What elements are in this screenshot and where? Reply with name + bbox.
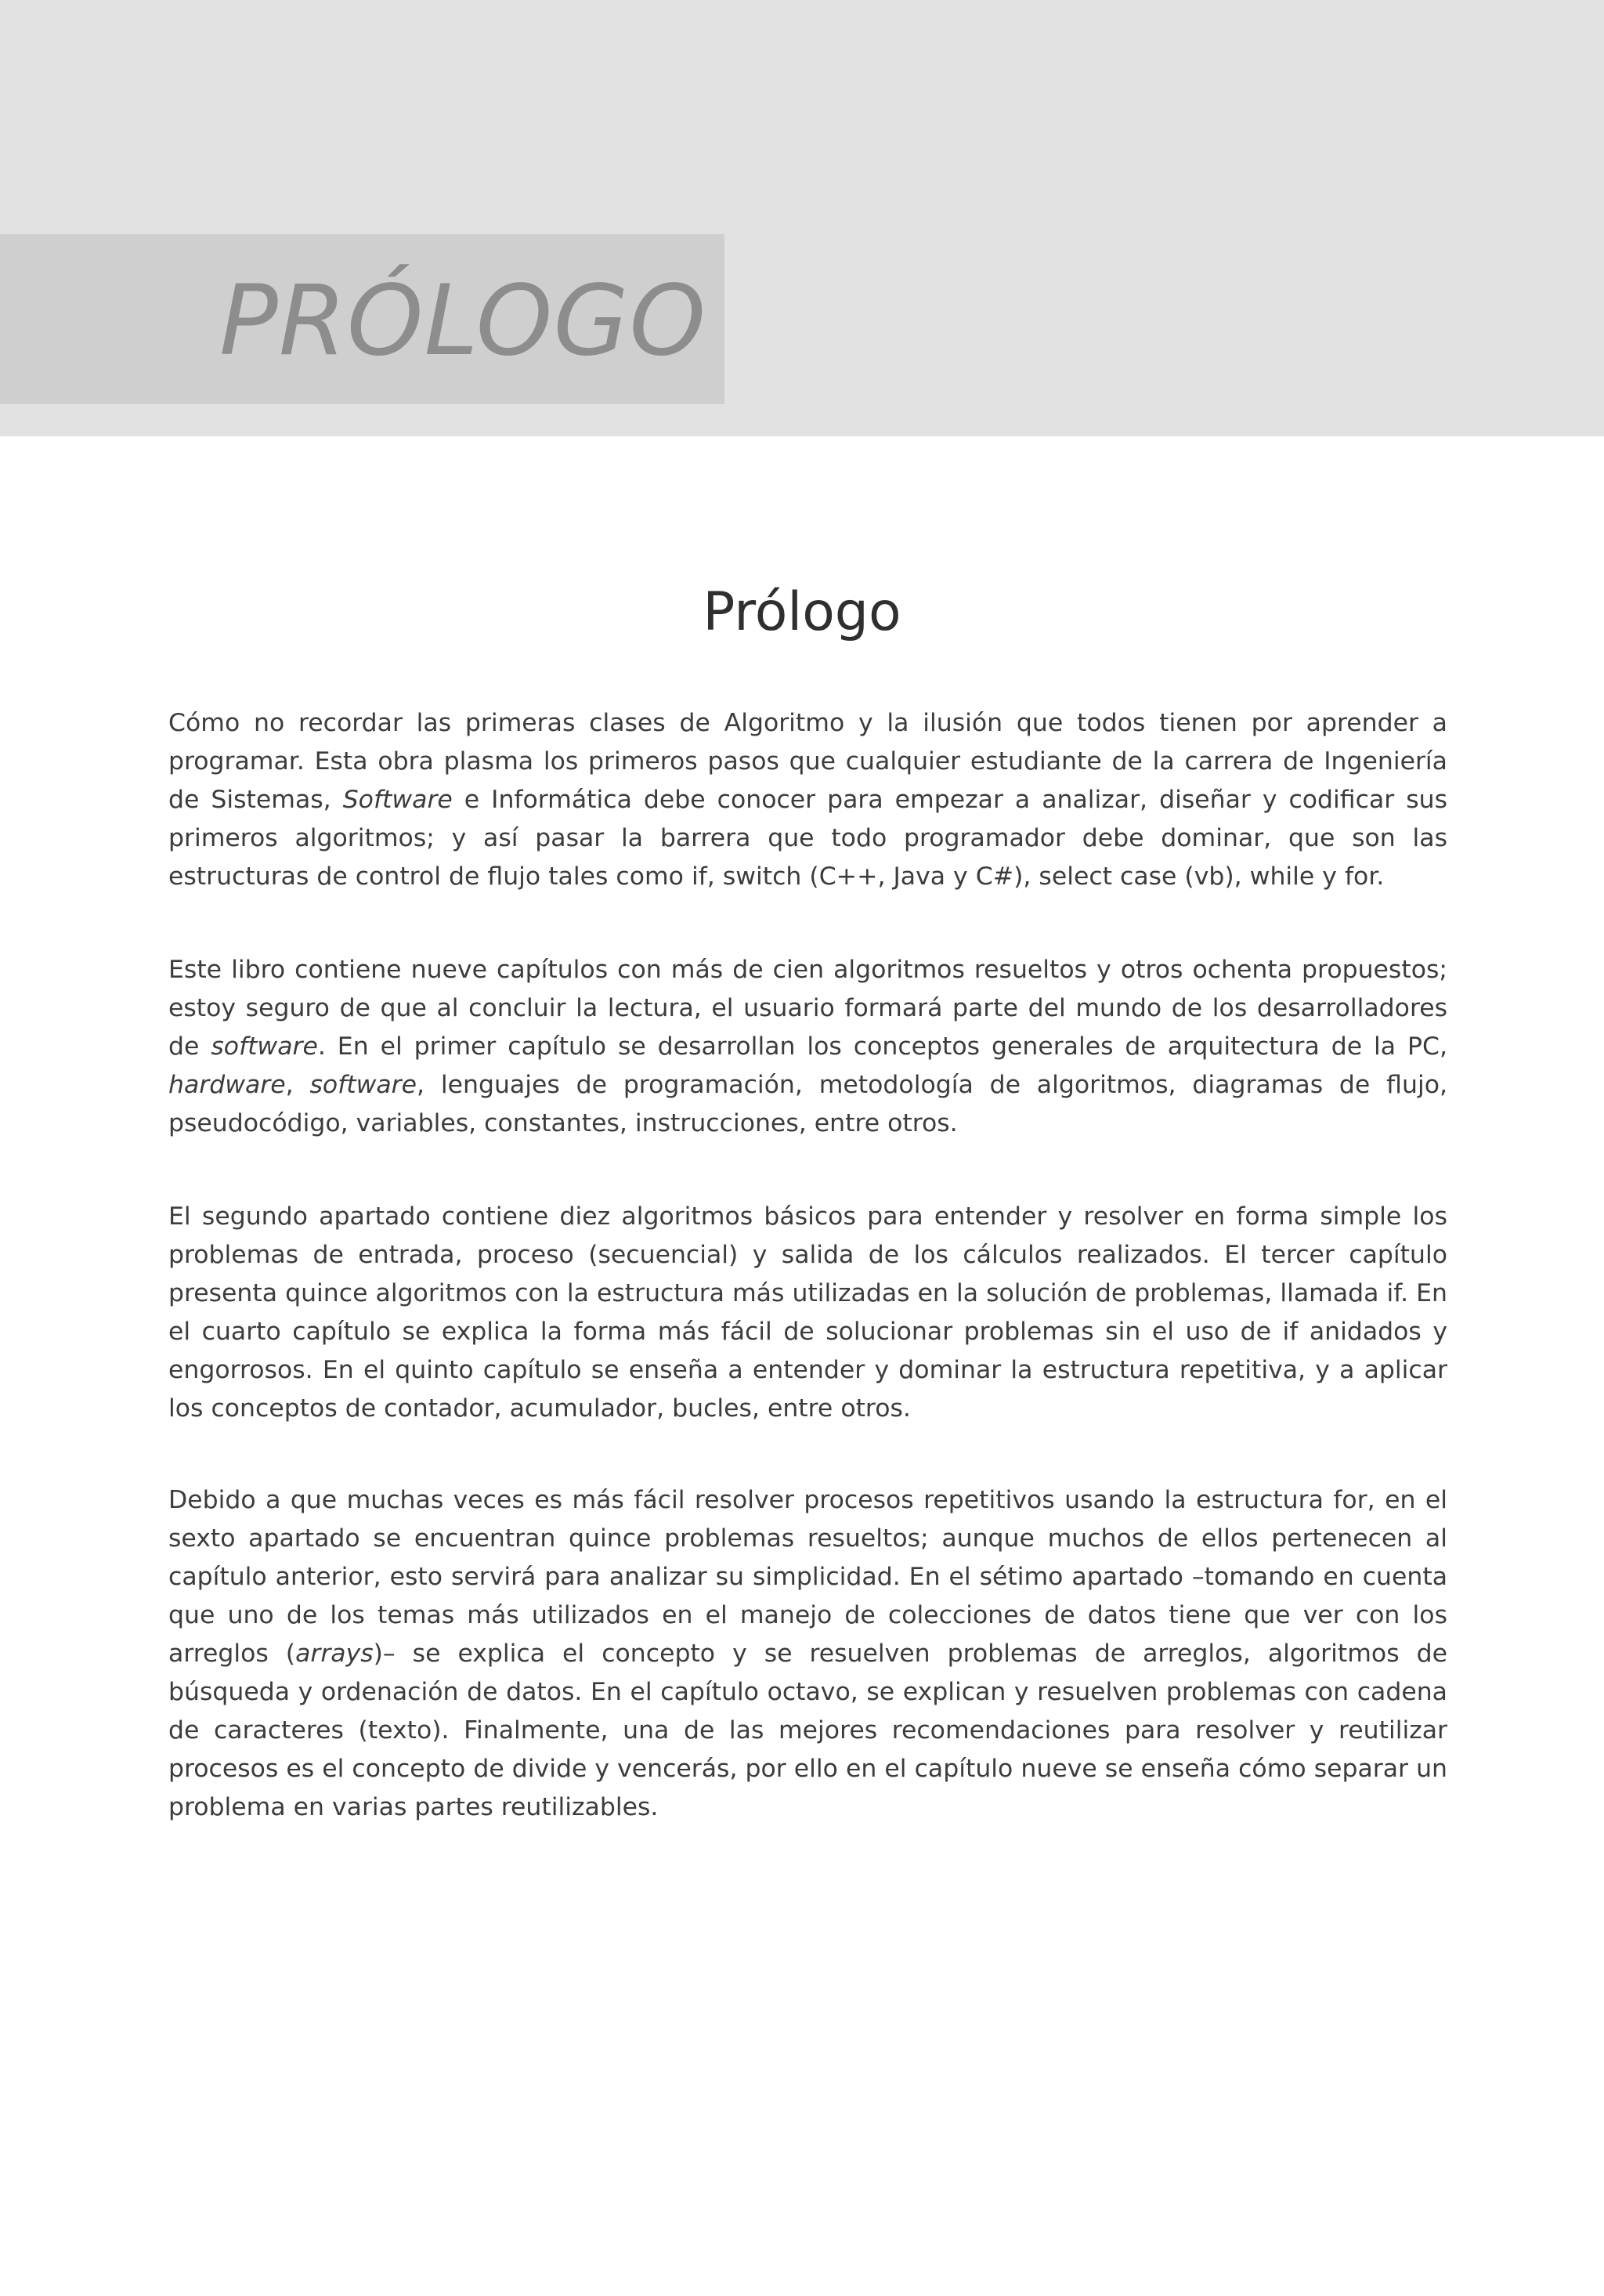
paragraph-text-italic: Software [342,786,453,814]
paragraph-text-italic: arrays [295,1640,374,1668]
paragraph-text-italic: hardware [168,1071,286,1099]
paragraph-text: Este libro contiene nueve capítulos con más de cien algoritmos resueltos y otros ochenta propuestos; estoy seguro de que al concluir la lectura, el usuario formará parte del mundo de los desarrolladores de [168,956,1447,1061]
paragraph-text: )– se explica el concepto y se resuelven problemas de arreglos, algoritmos de búsqueda y ordenación de datos. En el capítulo octavo, se explican y resuelven problemas con cadena de caracteres (texto). Finalmente, una de las mejores recomendaciones para resolver y reutilizar procesos es el concepto de divide y vencerás, por ello en el capítulo nueve se enseña cómo separar un problema en varias partes reutilizables. [168,1640,1447,1821]
paragraph-text: . En el primer capítulo se desarrollan los conceptos generales de arquitectura de la PC, [317,1032,1448,1061]
page-title: Prólogo [703,581,901,643]
paragraph-text: , [285,1071,310,1099]
paragraph-2 [168,951,1447,1143]
paragraph-text-italic: software [309,1071,417,1099]
section-label: PRÓLOGO [219,265,707,378]
paragraph-text: e Informática debe conocer para empezar a analizar, diseñar y codificar sus primeros algoritmos; y así pasar la barrera que todo programador debe dominar, que son las estructuras de control de flujo tales como if, switch (C++, Java y C#), select case (vb), while y for. [168,786,1448,891]
paragraph-text: Cómo no recordar las primeras clases de Algoritmo y la ilusión que todos tienen por aprender a programar. Esta obra plasma los primeros pasos que cualquier estudiante de la carrera de Ingeniería de Sistemas, [168,709,1447,814]
paragraph-3 [168,1198,1447,1428]
paragraph-text: , lenguajes de programación, metodología de algoritmos, diagramas de flujo, pseudocódigo, variables, constantes, instrucciones, entre otros. [168,1071,1447,1137]
paragraph-4 [168,1481,1447,1827]
paragraph-text: Debido a que muchas veces es más fácil resolver procesos repetitivos usando la estructura for, en el sexto apartado se encuentran quince problemas resueltos; aunque muchos de ellos pertenecen al capítulo anterior, esto servirá para analizar su simplicidad. En el sétimo apartado –tomando en cuenta que uno de los temas más utilizados en el manejo de colecciones de datos tiene que ver con los arreglos ( [168,1486,1447,1668]
paragraph-text: El segundo apartado contiene diez algoritmos básicos para entender y resolver en forma simple los problemas de entrada, proceso (secuencial) y salida de los cálculos realizados. El tercer capítulo presenta quince algoritmos con la estructura más utilizadas en la solución de problemas, llamada if. En el cuarto capítulo se explica la forma más fácil de solucionar problemas sin el uso de if anidados y engorrosos. En el quinto capítulo se enseña a entender y dominar la estructura repetitiva, y a aplicar los conceptos de contador, acumulador, bucles, entre otros. [168,1202,1447,1423]
paragraph-text-italic: software [211,1032,318,1061]
paragraph-1 [168,704,1447,896]
